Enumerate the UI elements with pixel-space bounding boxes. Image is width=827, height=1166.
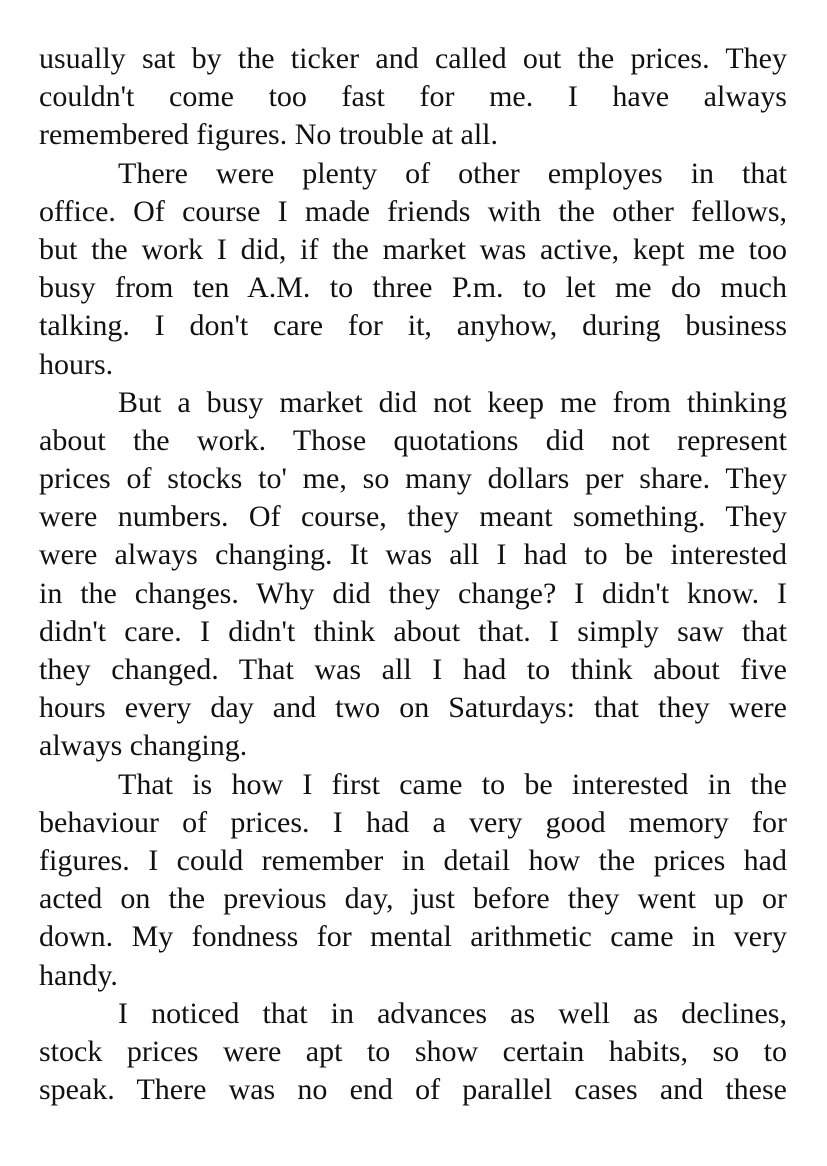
text-line: but the work I did, if the market was active, kept me too xyxy=(39,232,787,266)
text-line: hours. xyxy=(39,347,114,381)
paragraph-1 xyxy=(39,40,787,155)
text-line: were numbers. Of course, they meant something. They xyxy=(39,500,787,534)
text-line: always changing. xyxy=(39,729,248,763)
text-line: hours every day and two on Saturdays: that they were xyxy=(39,691,787,725)
paragraph-4 xyxy=(39,766,787,995)
text-line: couldn't come too fast for me. I have always xyxy=(39,80,787,114)
text-line: usually sat by the ticker and called out the prices. They xyxy=(39,42,787,75)
text-line: behaviour of prices. I had a very good memory for xyxy=(39,805,787,839)
text-line: didn't care. I didn't think about that. I simply saw that xyxy=(39,614,787,648)
text-line: I noticed that in advances as well as declines, xyxy=(118,996,787,1030)
text-line: talking. I don't care for it, anyhow, during business xyxy=(39,309,787,343)
text-line: about the work. Those quotations did not represent xyxy=(39,423,787,457)
text-line: in the changes. Why did they change? I didn't know. I xyxy=(39,576,787,610)
text-line: That is how I first came to be interested in the xyxy=(118,767,787,801)
paragraph-2 xyxy=(39,155,787,384)
text-line: figures. I could remember in detail how the prices had xyxy=(39,843,787,877)
text-line: were always changing. It was all I had to be interested xyxy=(39,538,787,572)
text-line: they changed. That was all I had to think about five xyxy=(39,653,787,686)
paragraph-5 xyxy=(39,995,787,1110)
paragraph-3 xyxy=(39,384,787,766)
text-line: handy. xyxy=(39,958,118,992)
text-line: speak. There was no end of parallel cases and these xyxy=(39,1073,787,1107)
text-line: But a busy market did not keep me from thinking xyxy=(118,385,787,419)
text-line: prices of stocks to' me, so many dollars per share. They xyxy=(39,462,787,496)
text-line: office. Of course I made friends with the other fellows, xyxy=(39,194,787,228)
text-line: remembered figures. No trouble at all. xyxy=(39,118,498,152)
text-line: down. My fondness for mental arithmetic came in very xyxy=(39,920,787,954)
text-line: acted on the previous day, just before they went up or xyxy=(39,882,787,916)
text-line: busy from ten A.M. to three P.m. to let me do much xyxy=(39,271,787,305)
book-page xyxy=(39,40,787,1109)
text-line: stock prices were apt to show certain habits, so to xyxy=(39,1034,787,1068)
text-line: There were plenty of other employes in that xyxy=(118,156,787,190)
